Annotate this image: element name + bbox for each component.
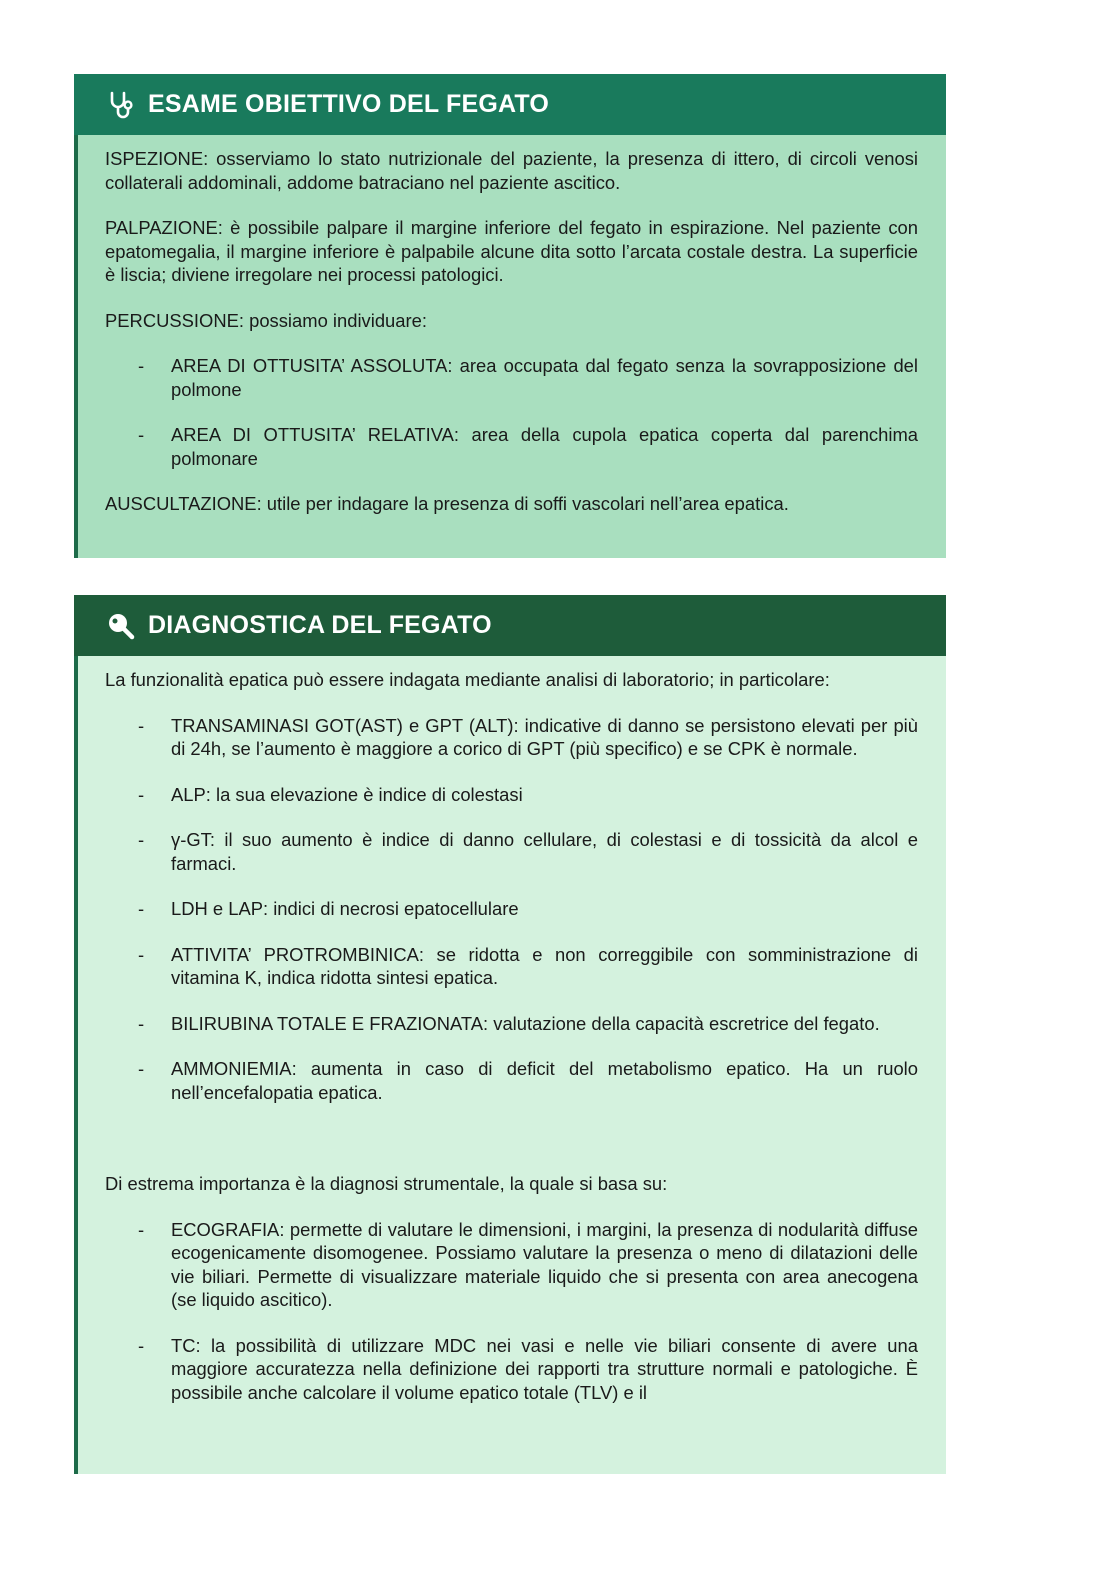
list-item bbox=[105, 714, 918, 761]
list-item-text: LDH e LAP: indici di necrosi epatocellulare bbox=[171, 898, 519, 919]
bullet-dash: - bbox=[138, 1218, 145, 1240]
list-item-text: AREA DI OTTUSITA’ ASSOLUTA: area occupata dal fegato senza la sovrapposizione del polmone bbox=[171, 355, 918, 400]
bullet-dash: - bbox=[138, 355, 145, 376]
list-item-text: ECOGRAFIA: permette di valutare le dimensioni, i margini, la presenza di nodularità diffuse ecogenicamente disomogenee. Possiamo valutare la presenza o meno di dilatazioni delle vie biliari. Permette di visualizzare materiale liquido che si presenta con area anecogena (se liquido ascitico). bbox=[171, 1218, 918, 1310]
spacer bbox=[105, 1126, 918, 1172]
list-item bbox=[105, 423, 918, 470]
list-item bbox=[105, 1057, 918, 1104]
inspection-paragraph: ISPEZIONE: osserviamo lo stato nutrizionale del paziente, la presenza di ittero, di circoli venosi collaterali addominali, addome batraciano nel paziente ascitico. bbox=[105, 148, 918, 193]
diagnostics-section bbox=[74, 595, 946, 1474]
list-item-text: TRANSAMINASI GOT(AST) e GPT (ALT): indicative di danno se persistono elevati per più di 24h, se l’aumento è maggiore a corico di GPT (più specifico) e se CPK è normale. bbox=[171, 714, 918, 759]
exam-section-title: ESAME OBIETTIVO DEL FEGATO bbox=[148, 90, 550, 118]
list-item-text: γ-GT: il suo aumento è indice di danno cellulare, di colestasi e di tossicità da alcol e farmaci. bbox=[171, 829, 918, 874]
lab-intro: La funzionalità epatica può essere indagata mediante analisi di laboratorio; in particolare: bbox=[105, 669, 830, 690]
list-item-text: TC: la possibilità di utilizzare MDC nei vasi e nelle vie biliari consente di avere una maggiore accuratezza nella definizione dei rapporti tra strutture normali e patologiche. È possibile anche calcolare il volume epatico totale (TLV) e il bbox=[171, 1334, 918, 1403]
list-item bbox=[105, 354, 918, 401]
bullet-dash: - bbox=[138, 1058, 145, 1079]
magnifier-icon bbox=[106, 611, 136, 641]
exam-section-header bbox=[74, 74, 946, 135]
list-item bbox=[105, 943, 918, 990]
bullet-dash: - bbox=[138, 424, 145, 445]
list-item bbox=[105, 1334, 918, 1405]
list-item-text: ATTIVITA’ PROTROMBINICA: se ridotta e non correggibile con somministrazione di vitamina K, indica ridotta sintesi epatica. bbox=[171, 943, 918, 988]
list-item bbox=[105, 828, 918, 875]
bullet-dash: - bbox=[138, 829, 145, 850]
bullet-dash: - bbox=[138, 714, 145, 736]
bullet-dash: - bbox=[138, 1334, 145, 1356]
diagnostics-section-header bbox=[74, 595, 946, 656]
lab-list bbox=[105, 714, 918, 1105]
bullet-dash: - bbox=[138, 783, 145, 805]
diagnostics-section-body bbox=[74, 656, 946, 1474]
list-item bbox=[105, 783, 918, 807]
palpation-paragraph: PALPAZIONE: è possibile palpare il margine inferiore del fegato in espirazione. Nel paziente con epatomegalia, il margine inferiore è palpabile alcune dita sotto l’arcata costale destra. La superficie è liscia; diviene irregolare nei processi patologici. bbox=[105, 217, 918, 285]
list-item-text: AMMONIEMIA: aumenta in caso di deficit del metabolismo epatico. Ha un ruolo nell’encefalopatia epatica. bbox=[171, 1058, 918, 1103]
diagnostics-section-title: DIAGNOSTICA DEL FEGATO bbox=[148, 611, 492, 639]
bullet-dash: - bbox=[138, 943, 145, 965]
percussion-paragraph: PERCUSSIONE: possiamo individuare: bbox=[105, 309, 427, 331]
instrumental-list bbox=[105, 1218, 918, 1405]
list-item-text: BILIRUBINA TOTALE E FRAZIONATA: valutazione della capacità escretrice del fegato. bbox=[171, 1012, 880, 1034]
list-item-text: AREA DI OTTUSITA’ RELATIVA: area della cupola epatica coperta dal parenchima polmonare bbox=[171, 424, 918, 469]
bullet-dash: - bbox=[138, 898, 145, 919]
instrumental-intro: Di estrema importanza è la diagnosi strumentale, la quale si basa su: bbox=[105, 1173, 668, 1194]
list-item bbox=[105, 1218, 918, 1312]
exam-section-body bbox=[74, 135, 946, 558]
auscultation-paragraph: AUSCULTAZIONE: utile per indagare la presenza di soffi vascolari nell’area epatica. bbox=[105, 493, 789, 514]
list-item bbox=[105, 1012, 918, 1036]
list-item bbox=[105, 897, 918, 921]
stethoscope-icon bbox=[106, 90, 136, 120]
list-item-text: ALP: la sua elevazione è indice di colestasi bbox=[171, 783, 523, 805]
bullet-dash: - bbox=[138, 1012, 145, 1034]
percussion-list bbox=[105, 354, 918, 470]
exam-section bbox=[74, 74, 946, 558]
